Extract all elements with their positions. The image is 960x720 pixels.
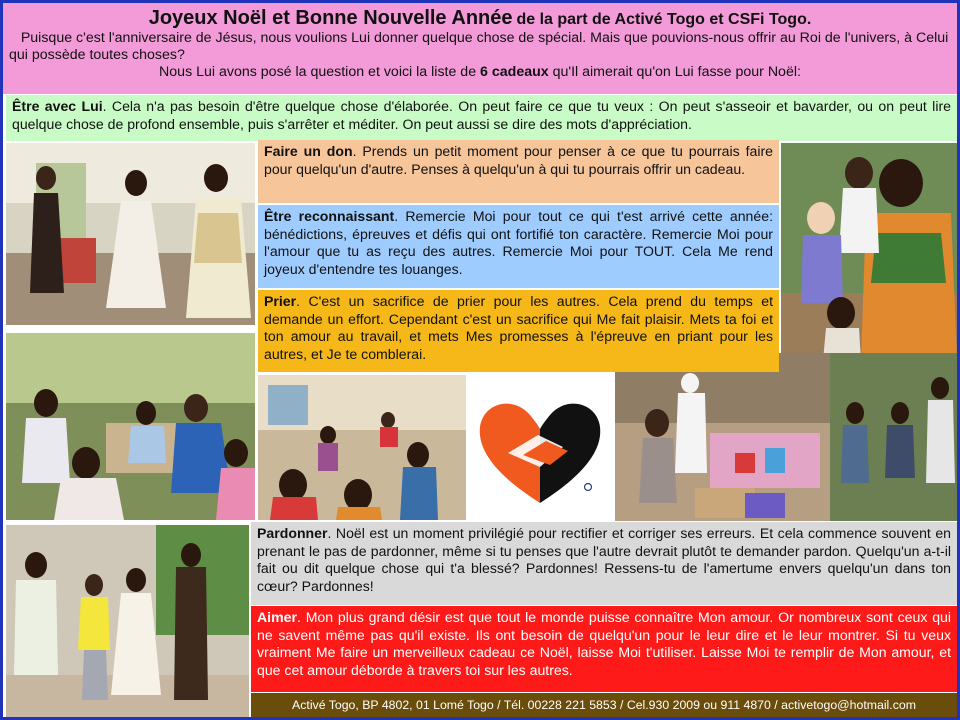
photo-gifts-distribution <box>615 353 957 521</box>
gift-text: . C'est un sacrifice de prier pour les autres. Cela prend du temps et demande un effort. Cependant c'est un sacrifice qui Me fait plaisir. Mets ta foi et ton amour au travail, et mets Mes promesses à l'épreuve en priant pour les autres, et Je te comblerai. <box>264 293 773 362</box>
header-intro-text: Puisque c'est l'anniversaire de Jésus, nous voulions Lui donner quelque chose de spécial. Mais que pouvions-nous offrir au Roi de l'univers, à Celui qui possède toutes choses? <box>9 30 949 63</box>
header <box>3 3 957 94</box>
header-from: de la part de Activé Togo et CSFi Togo. <box>516 11 812 28</box>
header-intro <box>9 30 951 64</box>
header-title-line <box>9 6 951 30</box>
header-list-suffix: qu'Il aimerait qu'on Lui fasse pour Noël: <box>548 64 801 80</box>
gift-title: Prier <box>264 293 297 309</box>
photo-women-singing <box>6 143 255 325</box>
gift-etre-avec-lui <box>6 95 957 141</box>
gift-text: . Cela n'a pas besoin d'être quelque chose d'élaborée. On peut faire ce que tu veux : On peut s'asseoir et bavarder, ou on peut lire quelque chose de profond ensemble, puis s'arrêter et méditer. On peut aussi se dire des mots d'appréciation. <box>12 98 951 132</box>
header-list-prefix: Nous Lui avons posé la question et voici la liste de <box>159 64 481 80</box>
gift-pardonner <box>251 522 957 605</box>
gift-aimer <box>251 606 957 692</box>
gift-faire-un-don <box>258 140 779 203</box>
photo-children-meeting-room <box>258 375 466 520</box>
page-title: Joyeux Noël et Bonne Nouvelle Année <box>148 7 513 29</box>
photo-children-dancing <box>6 525 249 717</box>
header-list-count: 6 cadeaux <box>480 64 549 80</box>
gift-title: Aimer <box>257 609 297 625</box>
gift-etre-reconnaissant <box>258 205 779 288</box>
gift-title: Faire un don <box>264 143 353 159</box>
gift-title: Être avec Lui <box>12 98 103 114</box>
gift-title: Être reconnaissant <box>264 208 395 224</box>
photo-woman-with-children <box>781 143 957 361</box>
gift-text: . Prends un petit moment pour penser à ce que tu pourrais faire pour quelqu'un d'autre. Penses à quelqu'un à qui tu pourrais offrir un cadeau. <box>264 143 774 177</box>
gift-text: . Remercie Moi pour tout ce qui t'est arrivé cette année: bénédictions, épreuves et défis qui ont fortifié ton caractère. Remercie Moi pour l'amour que tu as reçu des autres. Remercie Moi pour TOUT. Cela Me rend joyeux d'entendre tes louanges. <box>264 208 773 277</box>
helping-hands-logo <box>468 375 613 520</box>
gift-title: Pardonner <box>257 525 328 541</box>
gift-prier <box>258 290 779 372</box>
photo-group-meeting <box>6 333 255 520</box>
footer-contact: Activé Togo, BP 4802, 01 Lomé Togo / Tél. 00228 221 5853 / Cel.930 2009 ou 911 4870 / activetogo@hotmail.com <box>251 693 957 717</box>
gift-text: . Noël est un moment privilégié pour rectifier et corriger ses erreurs. Et cela commence souvent en prenant le pas de pardonner, même si tu penses que l'autre devrait plutôt te demander pardon. Quelqu'un a-t-il fait ou dit quelque chose qui t'a blessé? Pardonnes! Ressens-tu de l'amertume envers quelqu'un dans ton cœur? Pardonnes! <box>257 525 951 594</box>
gift-text: . Mon plus grand désir est que tout le monde puisse connaître Mon amour. Or nombreux sont ceux qui ne savent même pas qu'il existe. Ils ont besoin de quelqu'un pour le leur dire et le leur montrer. Si tu veux vraiment Me faire un merveilleux cadeau ce Noël, laisse Moi t'utiliser. Laisse Moi te remplir de Mon amour, et que cet amour déborde à travers toi sur les autres. <box>257 609 951 678</box>
header-list-line <box>9 64 951 81</box>
